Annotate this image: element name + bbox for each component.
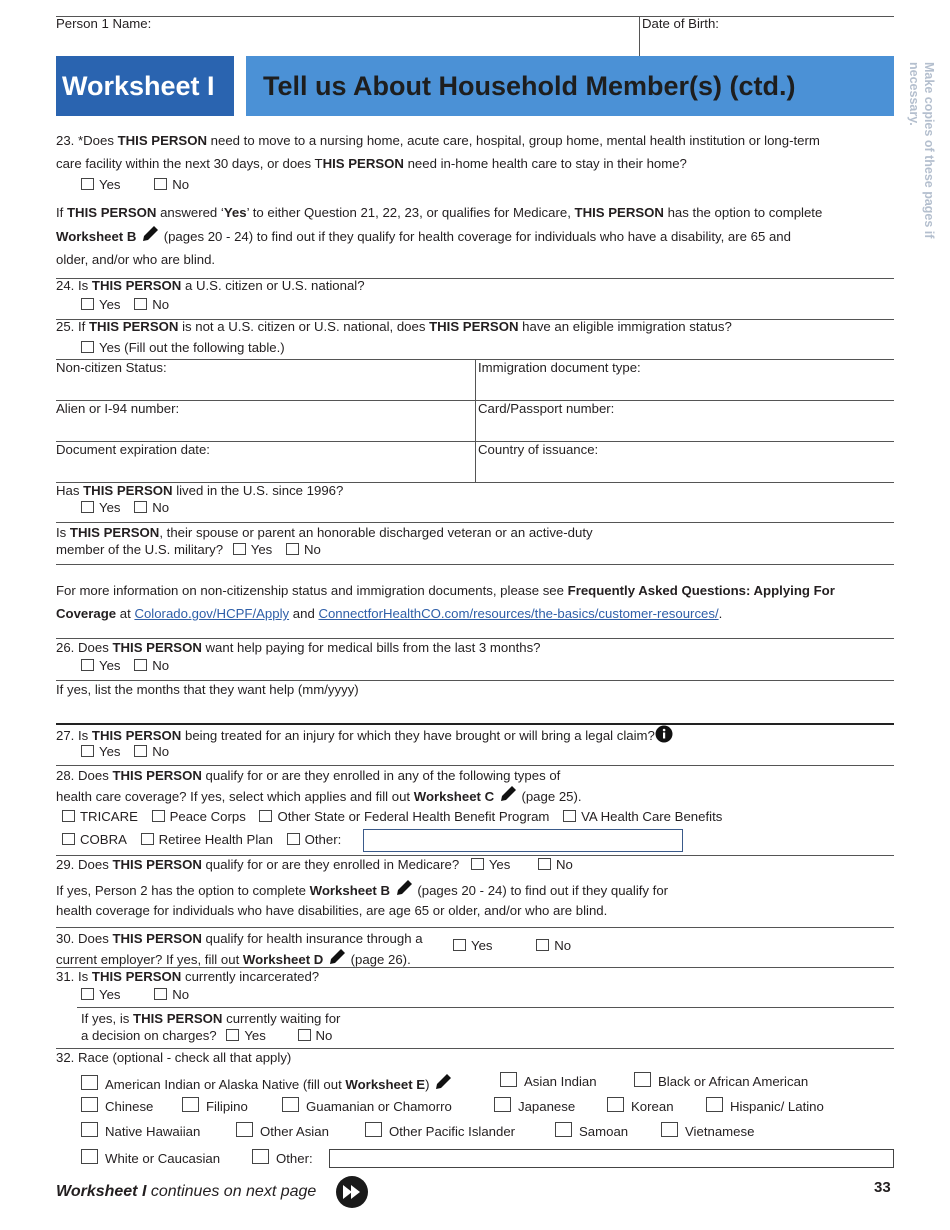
q29-yes[interactable]: Yes <box>471 857 511 872</box>
va-health-option[interactable]: VA Health Care Benefits <box>563 809 722 824</box>
q24-text: 24. Is THIS PERSON a U.S. citizen or U.S. national? <box>56 278 365 293</box>
checkbox-icon[interactable] <box>252 1149 269 1164</box>
other-coverage-option[interactable]: Other: <box>287 832 342 847</box>
race-other-input[interactable] <box>329 1149 894 1168</box>
veteran-text: Is THIS PERSON, their spouse or parent an honorable discharged veteran or an active-duty member of the U.S. military? Yes No <box>56 525 593 557</box>
checkbox-icon[interactable] <box>81 988 94 1000</box>
checkbox-icon[interactable] <box>182 1097 199 1112</box>
race-other[interactable]: Other: <box>252 1149 313 1166</box>
checkbox-icon[interactable] <box>154 988 167 1000</box>
retiree-health-option[interactable]: Retiree Health Plan <box>141 832 273 847</box>
q27-yes[interactable]: Yes <box>81 744 121 759</box>
pencil-icon <box>140 224 160 244</box>
race-asian-indian[interactable]: Asian Indian <box>500 1072 597 1089</box>
checkbox-icon[interactable] <box>81 178 94 190</box>
noncitizen-status-field[interactable]: Non-citizen Status: <box>56 360 167 375</box>
checkbox-icon[interactable] <box>226 1029 239 1041</box>
race-samoan[interactable]: Samoan <box>555 1122 628 1139</box>
checkbox-icon[interactable] <box>81 1075 98 1090</box>
q27-options <box>81 744 179 759</box>
race-black[interactable]: Black or African American <box>634 1072 808 1089</box>
checkbox-icon[interactable] <box>141 833 154 845</box>
checkbox-icon[interactable] <box>259 810 272 822</box>
peace-corps-option[interactable]: Peace Corps <box>152 809 246 824</box>
checkbox-icon[interactable] <box>81 1149 98 1164</box>
q23-options <box>81 177 199 192</box>
q29-note-line1: If yes, Person 2 has the option to complete Worksheet B (pages 20 - 24) to find out if they qualify for <box>56 878 668 898</box>
checkbox-icon[interactable] <box>81 1122 98 1137</box>
worksheet-label: Worksheet I <box>56 56 234 116</box>
q28-text: 28. Does THIS PERSON qualify for or are they enrolled in any of the following types of health care coverage? If yes, select which applies and fill out Worksheet C (page 25). <box>56 768 582 804</box>
race-hispanic[interactable]: Hispanic/ Latino <box>706 1097 824 1114</box>
expiration-date-field[interactable]: Document expiration date: <box>56 442 210 457</box>
checkbox-icon[interactable] <box>298 1029 311 1041</box>
q25-text: 25. If THIS PERSON is not a U.S. citizen or U.S. national, does THIS PERSON have an eligible immigration status? <box>56 319 732 334</box>
q24-options <box>81 297 179 312</box>
q26-options <box>81 658 179 673</box>
country-field[interactable]: Country of issuance: <box>478 442 599 457</box>
other-state-federal-option[interactable]: Other State or Federal Health Benefit Program <box>259 809 549 824</box>
race-filipino[interactable]: Filipino <box>182 1097 248 1114</box>
veteran-no[interactable]: No <box>286 541 321 558</box>
other-coverage-input[interactable] <box>363 829 683 852</box>
checkbox-icon[interactable] <box>661 1122 678 1137</box>
pencil-icon <box>433 1072 453 1092</box>
checkbox-icon[interactable] <box>154 178 167 190</box>
race-korean[interactable]: Korean <box>607 1097 674 1114</box>
q30-options <box>453 938 581 953</box>
checkbox-icon[interactable] <box>81 298 94 310</box>
q31-waiting-yes[interactable]: Yes <box>226 1027 266 1044</box>
checkbox-icon[interactable] <box>81 1097 98 1112</box>
cobra-option[interactable]: COBRA <box>62 832 127 847</box>
q28-options-row1 <box>62 809 732 824</box>
race-american-indian[interactable]: American Indian or Alaska Native (fill out Worksheet E) <box>81 1072 453 1092</box>
checkbox-icon[interactable] <box>365 1122 382 1137</box>
checkbox-icon[interactable] <box>607 1097 624 1112</box>
q32-label: 32. Race (optional - check all that apply) <box>56 1050 292 1065</box>
page-number: 33 <box>874 1179 891 1196</box>
q23-no[interactable]: No <box>154 177 189 192</box>
document-type-field[interactable]: Immigration document type: <box>478 360 641 375</box>
copies-note: Make copies of these pages if necessary. <box>907 62 936 239</box>
page-title: Tell us About Household Member(s) (ctd.) <box>246 56 894 116</box>
footer-continues: Worksheet I continues on next page <box>56 1183 317 1200</box>
colorado-link[interactable]: Colorado.gov/HCPF/Apply <box>134 606 290 621</box>
fast-forward-icon[interactable] <box>336 1176 368 1208</box>
pencil-icon <box>498 784 518 804</box>
alien-number-field[interactable]: Alien or I-94 number: <box>56 401 180 416</box>
checkbox-icon[interactable] <box>287 833 300 845</box>
since-1996-text: Has THIS PERSON lived in the U.S. since 1996? <box>56 483 344 498</box>
q31-options <box>81 987 199 1002</box>
checkbox-icon[interactable] <box>471 858 484 870</box>
checkbox-icon[interactable] <box>81 659 94 671</box>
checkbox-icon[interactable] <box>62 833 75 845</box>
checkbox-icon[interactable] <box>134 298 147 310</box>
checkbox-icon[interactable] <box>236 1122 253 1137</box>
q28-options-row2 <box>62 832 351 847</box>
q31-text: 31. Is THIS PERSON currently incarcerated? <box>56 969 320 984</box>
pencil-icon <box>327 947 347 967</box>
checkbox-icon[interactable] <box>453 939 466 951</box>
info-icon[interactable] <box>655 725 673 743</box>
person-name-label: Person 1 Name: <box>56 16 152 31</box>
checkbox-icon[interactable] <box>555 1122 572 1137</box>
checkbox-icon[interactable] <box>563 810 576 822</box>
q27-text: 27. Is THIS PERSON being treated for an injury for which they have brought or will bring a legal claim? <box>56 725 673 743</box>
race-other-asian[interactable]: Other Asian <box>236 1122 329 1139</box>
pencil-icon <box>394 878 414 898</box>
checkbox-icon[interactable] <box>286 543 299 555</box>
since-1996-no[interactable]: No <box>134 500 169 515</box>
checkbox-icon[interactable] <box>494 1097 511 1112</box>
date-of-birth-label: Date of Birth: <box>642 16 719 31</box>
worksheet-b-note: If THIS PERSON answered ‘Yes’ to either Question 21, 22, 23, or qualifies for Medicare, THIS PERSON has the option to complete Worksheet B (pages 20 - 24) to find out if they qualify for health coverage for individuals who have a disability, are 65 and older, and/or who are blind. <box>56 205 823 267</box>
q30-text: 30. Does THIS PERSON qualify for health insurance through a current employer? If yes, fill out Worksheet D (page 26). <box>56 931 423 967</box>
q31-no[interactable]: No <box>154 987 189 1002</box>
q29-text: 29. Does THIS PERSON qualify for or are they enrolled in Medicare? Yes No <box>56 857 573 872</box>
race-native-hawaiian[interactable]: Native Hawaiian <box>81 1122 200 1139</box>
q26-yes[interactable]: Yes <box>81 658 121 673</box>
checkbox-icon[interactable] <box>134 501 147 513</box>
race-guamanian[interactable]: Guamanian or Chamorro <box>282 1097 452 1114</box>
race-chinese[interactable]: Chinese <box>81 1097 153 1114</box>
q26-no[interactable]: No <box>134 658 169 673</box>
tricare-option[interactable]: TRICARE <box>62 809 138 824</box>
q29-note-line2: health coverage for individuals who have disabilities, are age 65 or older, and/or who are blind. <box>56 903 608 918</box>
checkbox-icon[interactable] <box>282 1097 299 1112</box>
card-number-field[interactable]: Card/Passport number: <box>478 401 615 416</box>
checkbox-icon[interactable] <box>536 939 549 951</box>
race-vietnamese[interactable]: Vietnamese <box>661 1122 754 1139</box>
q24-no[interactable]: No <box>134 297 169 312</box>
checkbox-icon[interactable] <box>538 858 551 870</box>
veteran-yes[interactable]: Yes <box>233 541 273 558</box>
checkbox-icon[interactable] <box>134 659 147 671</box>
q26-months-field[interactable]: If yes, list the months that they want help (mm/yyyy) <box>56 682 359 697</box>
more-info-text: For more information on non-citizenship status and immigration documents, please see Frequently Asked Questions: Applying For Coverage at Colorado.gov/HCPF/Apply and ConnectforHealthCO.com/resources/the-basics/customer-resources/. <box>56 583 835 621</box>
since-1996-yes[interactable]: Yes <box>81 500 121 515</box>
checkbox-icon[interactable] <box>500 1072 517 1087</box>
checkbox-icon[interactable] <box>81 745 94 757</box>
race-white[interactable]: White or Caucasian <box>81 1149 220 1166</box>
checkbox-icon[interactable] <box>152 810 165 822</box>
checkbox-icon[interactable] <box>81 341 94 353</box>
q26-text: 26. Does THIS PERSON want help paying for medical bills from the last 3 months? <box>56 640 541 655</box>
since-1996-options <box>81 500 179 515</box>
q31-waiting-text: If yes, is THIS PERSON currently waiting for a decision on charges? Yes No <box>81 1011 341 1043</box>
checkbox-icon[interactable] <box>634 1072 651 1087</box>
q30-no[interactable]: No <box>536 938 571 953</box>
checkbox-icon[interactable] <box>706 1097 723 1112</box>
q25-yes[interactable]: Yes (Fill out the following table.) <box>81 340 285 355</box>
connect-for-health-link[interactable]: ConnectforHealthCO.com/resources/the-basics/customer-resources/ <box>318 606 719 621</box>
checkbox-icon[interactable] <box>233 543 246 555</box>
q27-no[interactable]: No <box>134 744 169 759</box>
checkbox-icon[interactable] <box>134 745 147 757</box>
q29-no[interactable]: No <box>538 857 573 872</box>
q31-waiting-no[interactable]: No <box>298 1027 333 1044</box>
checkbox-icon[interactable] <box>81 501 94 513</box>
race-other-pacific[interactable]: Other Pacific Islander <box>365 1122 515 1139</box>
q24-yes[interactable]: Yes <box>81 297 121 312</box>
checkbox-icon[interactable] <box>62 810 75 822</box>
race-japanese[interactable]: Japanese <box>494 1097 575 1114</box>
q23-text: 23. *Does THIS PERSON need to move to a nursing home, acute care, hospital, group home, mental health institution or long-term care facility within the next 30 days, or does THIS PERSON need in-home health care to stay in their home? <box>56 133 820 171</box>
q31-yes[interactable]: Yes <box>81 987 121 1002</box>
q23-yes[interactable]: Yes <box>81 177 121 192</box>
q30-yes[interactable]: Yes <box>453 938 493 953</box>
